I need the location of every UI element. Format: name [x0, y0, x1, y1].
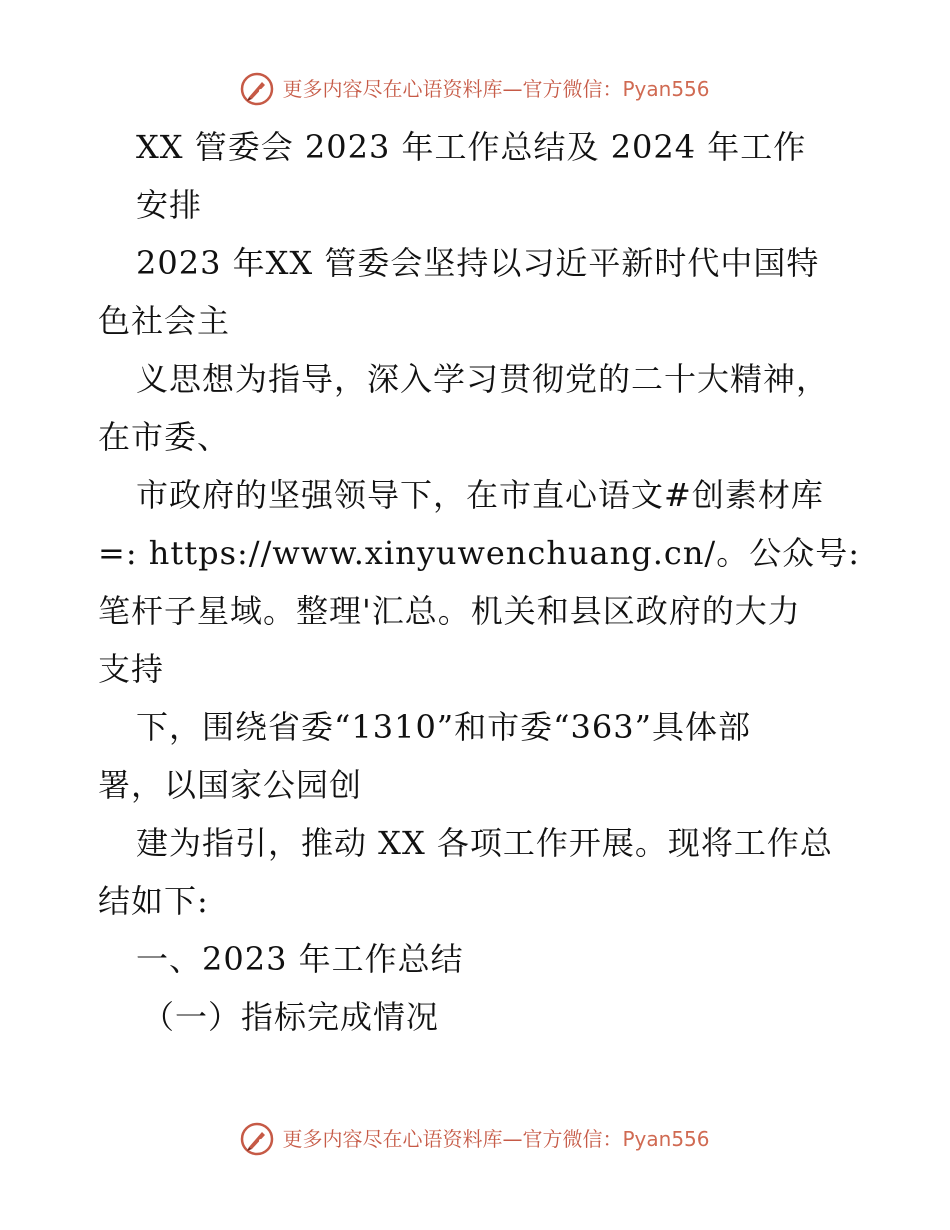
- footer-banner: [0, 1122, 950, 1156]
- paragraph-line: 署，以国家公园创: [98, 766, 363, 804]
- header-banner-label: 更多内容尽在心语资料库—官方微信：: [282, 77, 623, 101]
- paragraph-line: 结如下:: [98, 882, 209, 920]
- header-banner: [0, 72, 950, 106]
- document-body: [98, 118, 878, 1046]
- paragraph-line: 市政府的坚强领导下，在市直心语文#创素材库: [136, 476, 824, 514]
- title-line-1: XX 管委会 2023 年工作总结及 2024 年工作: [136, 128, 807, 166]
- header-wechat-id: Pyan556: [622, 77, 710, 101]
- paragraph-line: 支持: [98, 650, 165, 688]
- paragraph-line-url: =: https://www.xinyuwenchuang.cn/。公众号:: [98, 534, 860, 572]
- paragraph-line: 笔杆子星域。整理'汇总。机关和县区政府的大力: [98, 592, 801, 630]
- paragraph-line: 2023 年XX 管委会坚持以习近平新时代中国特: [136, 244, 820, 282]
- header-banner-text: [282, 72, 709, 106]
- paragraph-line: 在市委、: [98, 418, 231, 456]
- title-line-2: 安排: [136, 186, 203, 224]
- paragraph-line: 下，围绕省委“1310”和市委“363”具体部: [136, 708, 751, 746]
- footer-banner-text: [282, 1122, 709, 1156]
- footer-wechat-id: Pyan556: [622, 1127, 710, 1151]
- section-heading: 一、2023 年工作总结: [136, 940, 464, 978]
- pen-logo-icon: [240, 72, 274, 106]
- paragraph-line: 义思想为指导，深入学习贯彻党的二十大精神，: [136, 360, 830, 398]
- pen-logo-icon: [240, 1122, 274, 1156]
- paragraph-line: 建为指引，推动 XX 各项工作开展。现将工作总: [136, 824, 833, 862]
- paragraph-line: 色社会主: [98, 302, 231, 340]
- footer-banner-label: 更多内容尽在心语资料库—官方微信：: [282, 1127, 623, 1151]
- subsection-heading: （一）指标完成情况: [142, 998, 440, 1036]
